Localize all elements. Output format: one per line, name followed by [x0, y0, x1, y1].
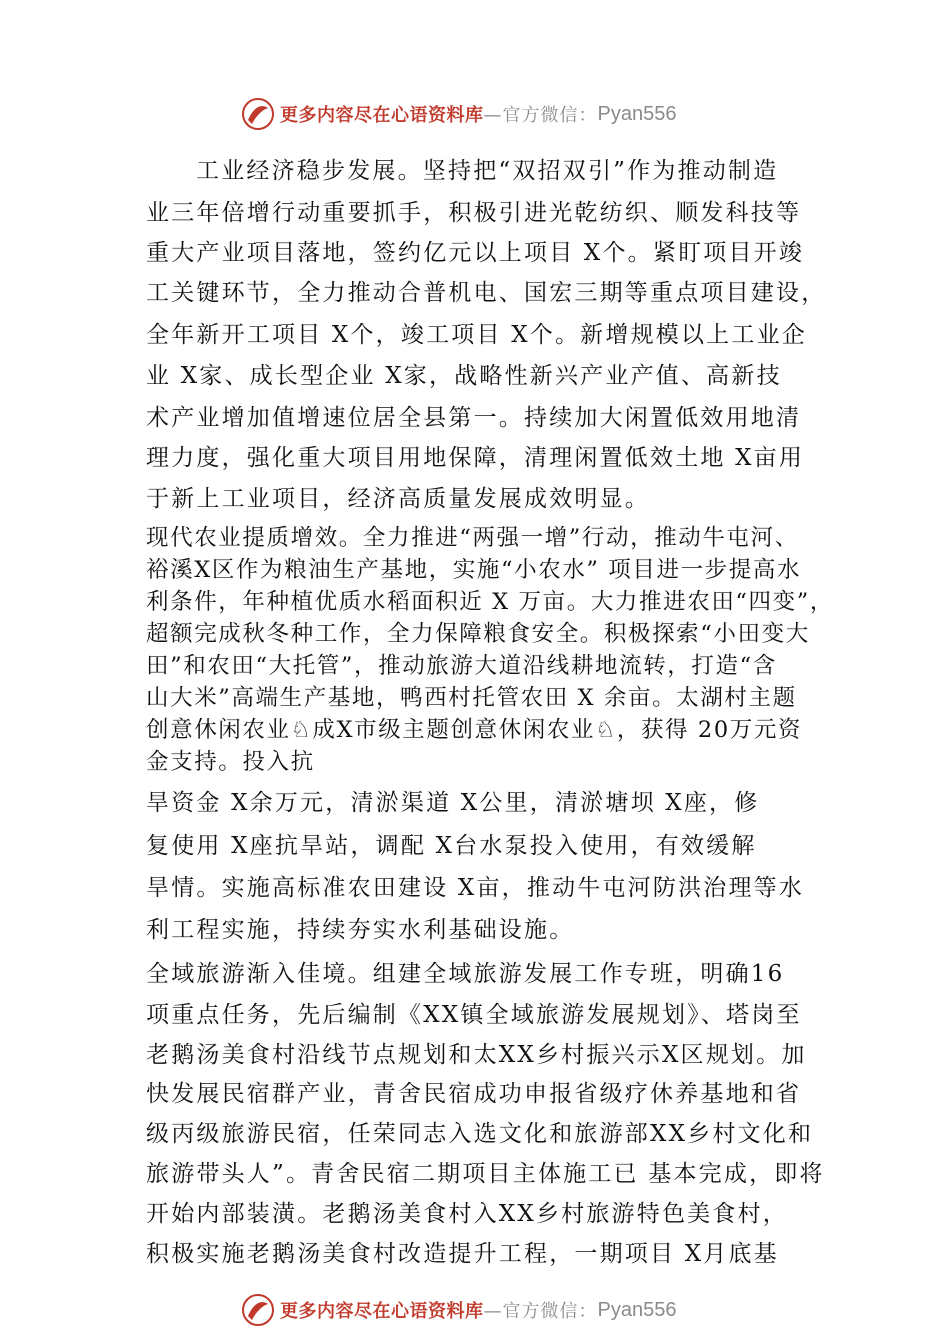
- text-line: 级丙级旅游民宿，任荣同志入选文化和旅游部XX乡村文化和: [146, 1121, 814, 1147]
- text-line: 金支持。投入抗: [146, 749, 315, 775]
- text-line: 全年新开工项目 X个，竣工项目 X个。新增规模以上工业企: [146, 322, 807, 348]
- text-line: 业三年倍增行动重要抓手，积极引进光乾纺织、顺发科技等: [146, 200, 802, 226]
- text-line: 工关键环节，全力推动合普机电、国宏三期等重点项目建设，: [146, 280, 827, 306]
- watermark-brand: 更多内容尽在心语资料库: [280, 1301, 484, 1322]
- text-line: 旱情。实施高标准农田建设 X亩，推动牛屯河防洪治理等水: [146, 875, 805, 901]
- text-line: 积极实施老鹅汤美食村改造提升工程，一期项目 X月底基: [146, 1241, 779, 1267]
- watermark-label: —官方微信：: [483, 1301, 598, 1322]
- text-line: 田”和农田“大托管”，推动旅游大道沿线耕地流转，打造“含: [146, 653, 777, 679]
- text-line: 老鹅汤美食村沿线节点规划和太XX乡村振兴示X区规划。加: [146, 1042, 807, 1068]
- text-line: 重大产业项目落地，签约亿元以上项目 X个。紧盯项目开竣: [146, 240, 805, 266]
- text-line: 利条件，年种植优质水稻面积近 X 万亩。大力推进农田“四变”，: [146, 589, 834, 615]
- text-line: 工业经济稳步发展。坚持把“双招双引”作为推动制造: [196, 158, 779, 184]
- text-line: 旱资金 X余万元，清淤渠道 X公里，清淤塘坝 X座，修: [146, 790, 760, 816]
- watermark-brand: 更多内容尽在心语资料库: [280, 105, 484, 126]
- logo-icon: [240, 1292, 276, 1328]
- logo-icon: [240, 96, 276, 132]
- watermark-header: [240, 96, 676, 132]
- text-line: 理力度，强化重大项目用地保障，清理闲置低效土地 X亩用: [146, 445, 805, 471]
- watermark-footer: [240, 1292, 676, 1328]
- watermark-wechat-id: Pyan556: [597, 1298, 677, 1321]
- text-line: 创意休闲农业♘成X市级主题创意休闲农业♘，获得 20万元资: [146, 717, 803, 743]
- text-line: 快发展民宿群产业，青舍民宿成功申报省级疗休养基地和省: [146, 1081, 802, 1107]
- text-line: 全域旅游渐入佳境。组建全域旅游发展工作专班，明确16: [146, 961, 785, 987]
- text-line: 山大米”高端生产基地，鸭西村托管农田 X 余亩。太湖村主题: [146, 685, 797, 711]
- watermark-label: —官方微信：: [483, 105, 598, 126]
- watermark-wechat-id: Pyan556: [597, 102, 677, 125]
- text-line: 旅游带头人”。青舍民宿二期项目主体施工已 基本完成，即将: [146, 1161, 825, 1187]
- text-line: 超额完成秋冬种工作，全力保障粮食安全。积极探索“小田变大: [146, 621, 810, 647]
- text-line: 现代农业提质增效。全力推进“两强一增”行动，推动牛屯河、: [146, 525, 799, 551]
- text-line: 术产业增加值增速位居全县第一。持续加大闲置低效用地清: [146, 405, 802, 431]
- text-line: 业 X家、成长型企业 X家，战略性新兴产业产值、高新技: [146, 363, 782, 389]
- text-line: 利工程实施，持续夯实水利基础设施。: [146, 917, 575, 943]
- text-line: 于新上工业项目，经济高质量发展成效明显。: [146, 486, 650, 512]
- text-line: 开始内部装潢。老鹅汤美食村入XX乡村旅游特色美食村，: [146, 1201, 788, 1227]
- text-line: 裕溪X区作为粮油生产基地，实施“小农水” 项目进一步提高水: [146, 557, 802, 583]
- text-line: 复使用 X座抗旱站，调配 X台水泵投入使用，有效缓解: [146, 833, 757, 859]
- text-line: 项重点任务，先后编制《XX镇全域旅游发展规划》、塔岗至: [146, 1002, 802, 1028]
